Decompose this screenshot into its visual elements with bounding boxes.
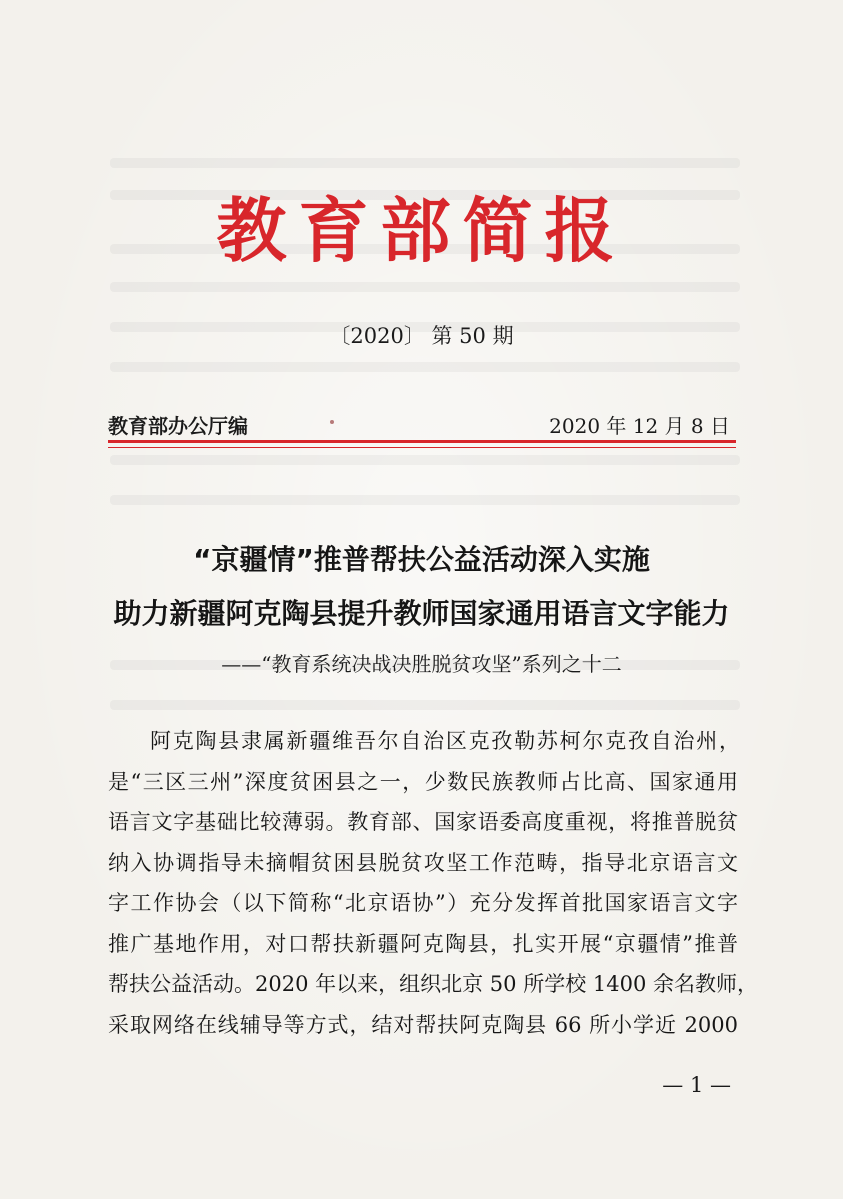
body-paragraph-line: 字工作协会（以下简称“北京语协”）充分发挥首批国家语言文字 — [108, 891, 738, 915]
body-paragraph-line: 纳入协调指导未摘帽贫困县脱贫攻坚工作范畴，指导北京语言文 — [108, 850, 738, 875]
bulletin-masthead: 教育部简报 — [216, 190, 627, 272]
bleed-through-mark — [110, 495, 740, 505]
ink-speck — [330, 420, 334, 424]
series-subtitle: ——“教育系统决战决胜脱贫攻坚”系列之十二 — [221, 652, 622, 676]
bleed-through-mark — [110, 362, 740, 372]
bleed-through-mark — [110, 455, 740, 465]
body-paragraph-line: 采取网络在线辅导等方式，结对帮扶阿克陶县 66 所小学近 2000 — [108, 1012, 738, 1037]
header-rule-thick — [108, 440, 736, 443]
body-paragraph-line: 是“三区三州”深度贫困县之一，少数民族教师占比高、国家通用 — [108, 769, 738, 794]
bleed-through-mark — [110, 158, 740, 168]
issue-number: 〔2020〕 第 50 期 — [329, 324, 514, 348]
body-paragraph-line: 推广基地作用，对口帮扶新疆阿克陶县，扎实开展“京疆情”推普 — [108, 931, 738, 956]
body-paragraph-line: 阿克陶县隶属新疆维吾尔自治区克孜勒苏柯尔克孜自治州， — [150, 729, 740, 753]
editor-line: 教育部办公厅编 — [108, 414, 248, 438]
article-headline-line1: “京疆情”推普帮扶公益活动深入实施 — [193, 543, 650, 576]
publication-date: 2020 年 12 月 8 日 — [549, 414, 730, 438]
header-rule-thin — [108, 447, 736, 448]
page-number: — 1 — — [662, 1073, 731, 1097]
body-paragraph-line: 语言文字基础比较薄弱。教育部、国家语委高度重视，将推普脱贫 — [108, 810, 738, 834]
bleed-through-mark — [110, 700, 740, 710]
article-headline-line2: 助力新疆阿克陶县提升教师国家通用语言文字能力 — [113, 597, 730, 630]
bleed-through-mark — [110, 282, 740, 292]
body-paragraph-line: 帮扶公益活动。2020 年以来，组织北京 50 所学校 1400 余名教师， — [108, 972, 758, 996]
